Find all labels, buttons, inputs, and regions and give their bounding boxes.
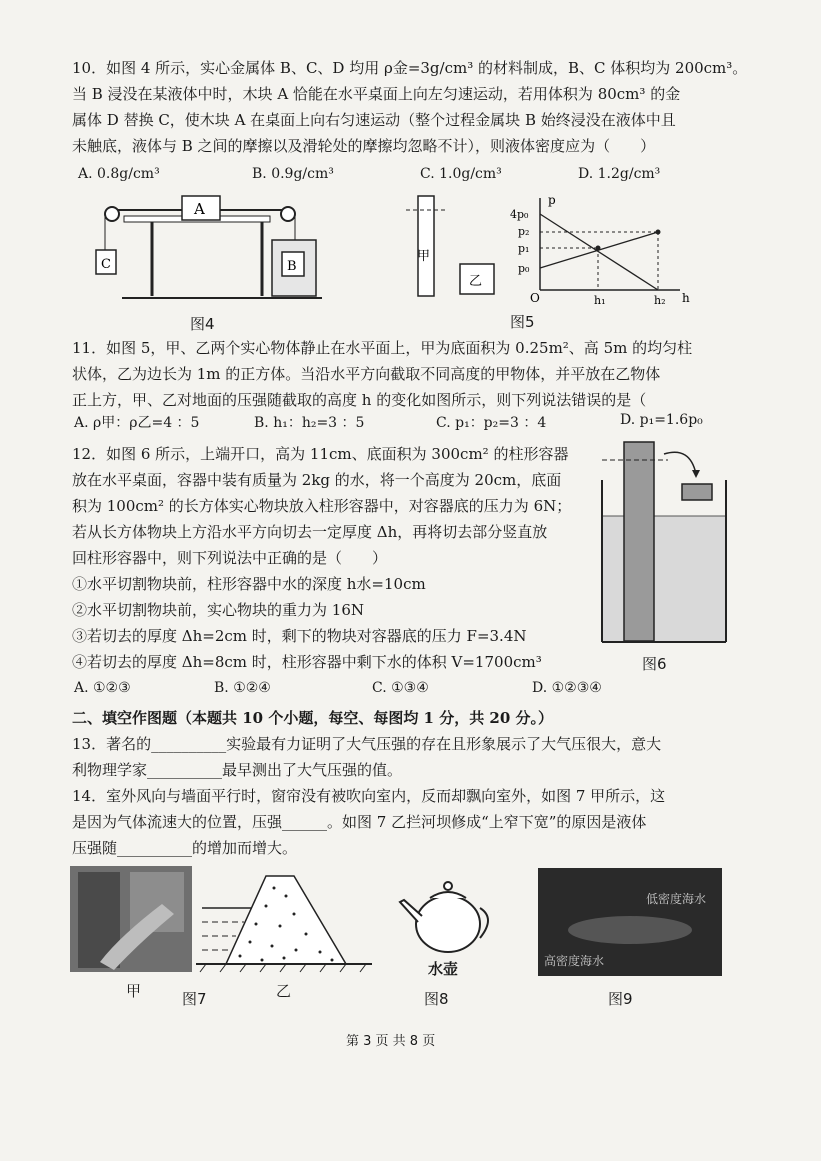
q14-line-1: 14．室外风向与墙面平行时，窗帘没有被吹向室内，反而却飘向室外，如图 7 甲所示，这 [72,787,666,805]
q14-line-2: 是因为气体流速大的位置，压强______。如图 7 乙拦河坝修成“上窄下宽”的原因是液体 [72,813,647,831]
fig4-label-a: A [194,200,205,218]
fig7-caption: 图7 [182,990,207,1008]
q11-option-b: B. h₁：h₂=3 ：5 [254,415,365,431]
q11-line-1: 11．如图 5，甲、乙两个实心物体静止在水平面上，甲为底面积为 0.25m²、高 5m 的均匀柱 [72,339,693,357]
fig8-caption: 图8 [424,990,449,1008]
q14-line-3: 压强随__________的增加而增大。 [72,839,298,857]
q10-option-d: D. 1.2g/cm³ [578,166,661,182]
q12-option-a: A. ①②③ [74,680,131,696]
fig9-label-high: 高密度海水 [544,954,605,968]
fig6-caption: 图6 [642,655,667,673]
q11-option-a: A. ρ甲：ρ乙=4 ：5 [74,415,200,431]
page-footer: 第 3 页 共 8 页 [346,1034,436,1049]
fig5-y-4p0: 4p₀ [510,208,529,221]
q12-line-2: 放在水平桌面，容器中装有质量为 2kg 的水，将一个高度为 20cm，底面 [72,471,562,489]
figure-4-table-pulley [72,188,332,308]
fig9-label-low: 低密度海水 [646,892,707,906]
figure-6-container-block [598,440,730,646]
q11-line-3: 正上方，甲、乙对地面的压强随截取的高度 h 的变化如图所示，则下列说法错误的是（ [72,391,647,409]
section-2-heading: 二、填空作图题（本题共 10 个小题，每空、每图均 1 分，共 20 分。） [72,709,554,727]
fig5-y-p2: p₂ [518,225,530,238]
q10-option-b: B. 0.9g/cm³ [252,166,334,182]
q12-line-4: 若从长方体物块上方沿水平方向切去一定厚度 Δh，再将切去部分竖直放 [72,523,548,541]
figure-8-kettle-drawing [396,872,496,958]
fig5-y-p0: p₀ [518,262,530,275]
fig5-axis-h: h [682,291,690,305]
fig5-caption: 图5 [510,313,535,331]
q12-option-c: C. ①③④ [372,680,429,696]
q13-line-2: 利物理学家__________最早测出了大气压强的值。 [72,761,403,779]
figure-5-pressure-graph [400,190,700,310]
fig5-label-jia: 甲 [417,249,431,264]
q12-option-d: D. ①②③④ [532,680,602,696]
q12-statement-2: ②水平切割物块前，实心物块的重力为 16N [72,601,364,619]
fig4-label-b: B [287,259,297,274]
q13-line-1: 13．著名的__________实验最有力证明了大气压强的存在且形象展示了大气压很大，意大 [72,735,662,753]
q12-line-1: 12．如图 6 所示，上端开口，高为 11cm、底面积为 300cm² 的柱形容器 [72,445,569,463]
q10-option-c: C. 1.0g/cm³ [420,166,502,182]
q11-line-2: 状体，乙为边长为 1m 的正方体。当沿水平方向截取不同高度的甲物体，并平放在乙物体 [72,365,661,383]
fig5-label-yi: 乙 [469,274,483,289]
q12-statement-1: ①水平切割物块前，柱形容器中水的深度 h水=10cm [72,575,426,593]
fig5-x-h1: h₁ [594,294,606,307]
q11-option-c: C. p₁：p₂=3 ：4 [436,415,547,431]
q10-line-1: 10．如图 4 所示，实心金属体 B、C、D 均用 ρ金=3g/cm³ 的材料制成，B、C 体积均为 200cm³。 [72,59,748,77]
fig8-label: 水壶 [428,960,459,978]
fig5-x-h2: h₂ [654,294,666,307]
q12-statement-4: ④若切去的厚度 Δh=8cm 时，柱形容器中剩下水的体积 V=1700cm³ [72,653,542,671]
fig7-label-yi: 乙 [276,982,292,1000]
q10-option-a: A. 0.8g/cm³ [78,166,160,182]
fig7-label-jia: 甲 [126,982,142,1000]
fig4-caption: 图4 [190,315,215,333]
fig5-origin: O [530,291,540,305]
q10-line-2: 当 B 浸没在某液体中时，木块 A 恰能在水平桌面上向左匀速运动，若用体积为 80cm³ 的金 [72,85,681,103]
q11-option-d: D. p₁=1.6p₀ [620,412,703,428]
q10-line-3: 属体 D 替换 C，使木块 A 在桌面上向右匀速运动（整个过程金属块 B 始终浸没在液体中且 [72,111,676,129]
fig4-label-c: C [101,257,111,272]
figure-9-ocean-photo [538,868,722,976]
fig5-axis-p: p [548,193,556,207]
q10-line-4: 未触底，液体与 B 之间的摩擦以及滑轮处的摩擦均忽略不计），则液体密度应为（ ） [72,137,656,155]
fig9-caption: 图9 [608,990,633,1008]
figure-7-dam-drawing [196,868,372,978]
figure-7-curtain-photo [70,866,192,972]
q12-line-3: 积为 100cm² 的长方体实心物块放入柱形容器中，对容器底的压力为 6N； [72,497,572,515]
q12-statement-3: ③若切去的厚度 Δh=2cm 时，剩下的物块对容器底的压力 F=3.4N [72,627,527,645]
q12-line-5: 回柱形容器中，则下列说法中正确的是（ ） [72,549,388,567]
fig5-y-p1: p₁ [518,242,530,255]
q12-option-b: B. ①②④ [214,680,271,696]
